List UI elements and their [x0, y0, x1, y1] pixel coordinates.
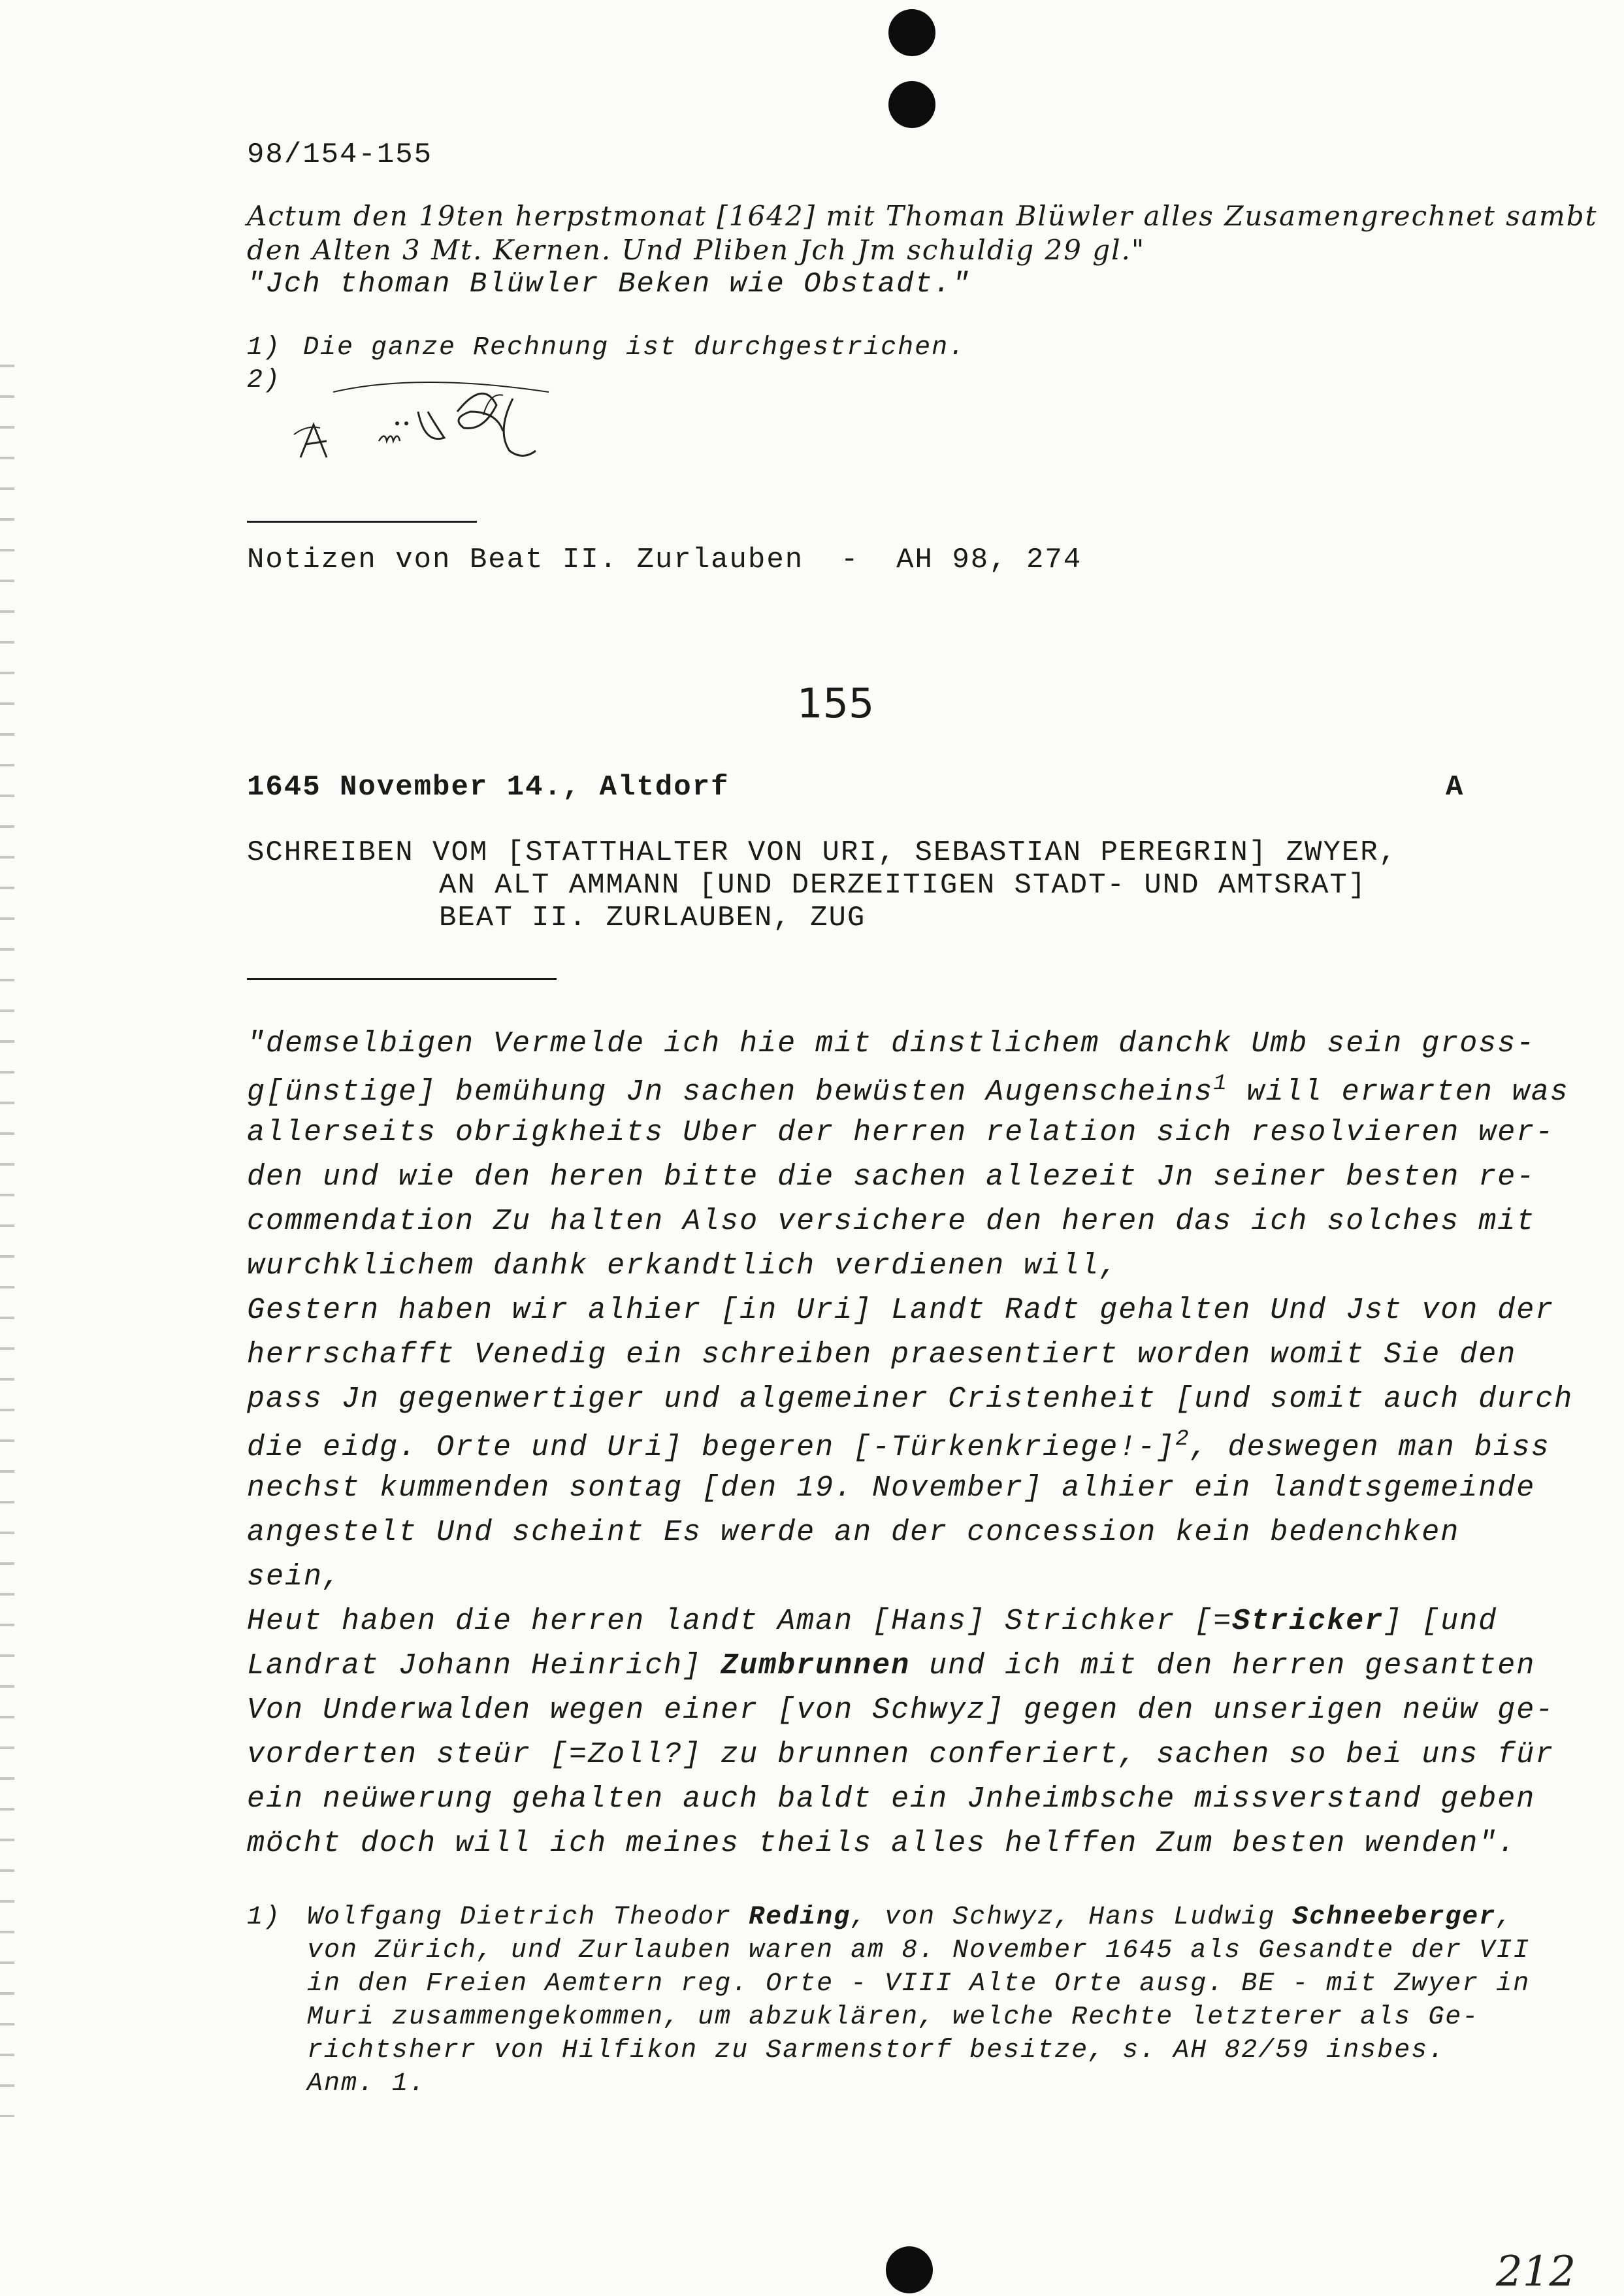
- footnote-ref-1: 1: [1213, 1072, 1228, 1096]
- divider-2: [247, 978, 557, 980]
- footnote-line-3: in den Freien Aemtern reg. Orte - VIII Alte Orte ausg. BE - mit Zwyer in: [307, 1969, 1531, 1999]
- body-line-10: [247, 1427, 1573, 1471]
- note-1-number: 1): [247, 333, 282, 363]
- footnote-line-1c: , von Schwyz, Hans Ludwig: [851, 1903, 1293, 1932]
- punch-hole-bottom: [886, 2246, 933, 2293]
- body-line-14: [247, 1605, 1573, 1649]
- note-2-number: 2): [247, 366, 282, 395]
- body-line-5: commendation Zu halten Also versichere den heren das ich solches mit: [247, 1205, 1536, 1238]
- punch-hole-top-1: [888, 9, 935, 56]
- title-line-3: BEAT II. ZURLAUBEN, ZUG: [439, 902, 866, 934]
- body-line-14a: Heut haben die herren landt Aman [Hans] Strichker [=: [247, 1605, 1233, 1638]
- body-line-19: möcht doch will ich meines theils alles helffen Zum besten wenden".: [247, 1827, 1517, 1860]
- body-line-11: nechst kummenden sontag [den 19. November] alhier ein landtsgemeinde: [247, 1471, 1536, 1505]
- name-schneeberger: Schneeberger: [1292, 1903, 1497, 1932]
- body-line-10b: , deswegen man biss: [1190, 1431, 1550, 1464]
- grade-letter: A: [1446, 771, 1465, 804]
- body-line-2b: will erwarten was: [1227, 1075, 1569, 1109]
- body-line-6: wurchklichem danhk erkandtlich verdienen will,: [247, 1249, 1119, 1283]
- footnote-number: 1): [247, 1903, 282, 1932]
- name-reding: Reding: [749, 1903, 851, 1932]
- document-number: 155: [797, 680, 875, 727]
- body-line-15c: und ich mit den herren gesantten: [910, 1649, 1536, 1682]
- footnote-line-1e: ,: [1496, 1903, 1514, 1932]
- body-line-15: [247, 1649, 1573, 1694]
- footnote-ref-2: 2: [1175, 1427, 1190, 1452]
- divider-1: [247, 521, 477, 523]
- punch-hole-top-2: [888, 81, 935, 128]
- body-line-4: den und wie den heren bitte die sachen allezeit Jn seiner besten re-: [247, 1160, 1536, 1194]
- name-zumbrunnen: Zumbrunnen: [721, 1649, 911, 1682]
- title-line-2: AN ALT AMMANN [UND DERZEITIGEN STADT- UND AMTSRAT]: [439, 869, 1367, 902]
- footnote-line-6: Anm. 1.: [307, 2069, 427, 2099]
- body-line-17: vorderten steür [=Zoll?] zu brunnen conferiert, sachen so bei uns für: [247, 1738, 1555, 1771]
- actum-line-1: Actum den 19ten herpstmonat [1642] mit Thoman Blüwler alles Zusamengrechnet sambt: [247, 200, 1598, 232]
- letter-body: [247, 1027, 1573, 1871]
- body-line-7: Gestern haben wir alhier [in Uri] Landt Radt gehalten Und Jst von der: [247, 1294, 1555, 1327]
- footnote-line-1a: Wolfgang Dietrich Theodor: [307, 1903, 749, 1932]
- source-line: Notizen von Beat II. Zurlauben - AH 98, 274: [247, 544, 1082, 576]
- body-line-12: angestelt Und scheint Es werde an der concession kein bedenchken: [247, 1516, 1460, 1549]
- page-mark: 212: [1496, 2248, 1576, 2296]
- body-line-18: ein neüwerung gehalten auch baldt ein Jnheimbsche missverstand geben: [247, 1782, 1536, 1816]
- body-line-13: sein,: [247, 1560, 342, 1594]
- footnote-line-4: Muri zusammengekommen, um abzuklären, welche Rechte letzterer als Ge-: [307, 2003, 1480, 2032]
- footnote-line-1: [307, 1903, 1530, 1936]
- quote-line: "Jch thoman Blüwler Beken wie Obstadt.": [247, 268, 971, 301]
- signature-drawing: [287, 366, 562, 470]
- body-line-9: pass Jn gegenwertiger und algemeiner Cristenheit [und somit auch durch: [247, 1383, 1574, 1416]
- note-1-text: Die ganze Rechnung ist durchgestrichen.: [303, 333, 966, 363]
- body-line-2: [247, 1072, 1573, 1116]
- body-line-8: herrschafft Venedig ein schreiben praesentiert worden womit Sie den: [247, 1338, 1517, 1371]
- title-line-1: SCHREIBEN VOM [STATTHALTER VON URI, SEBASTIAN PEREGRIN] ZWYER,: [247, 836, 1398, 869]
- scan-edge-marks: [0, 353, 14, 2117]
- body-line-3: allerseits obrigkheits Uber der herren relation sich resolvieren wer-: [247, 1116, 1555, 1149]
- body-line-16: Von Underwalden wegen einer [von Schwyz] gegen den unserigen neüw ge-: [247, 1694, 1555, 1727]
- date-place: 1645 November 14., Altdorf: [247, 771, 730, 804]
- body-line-2a: g[ünstige] bemühung Jn sachen bewüsten Augenscheins: [247, 1075, 1214, 1109]
- actum-line-2: den Alten 3 Mt. Kernen. Und Pliben Jch Jm schuldig 29 gl.": [247, 234, 1146, 266]
- body-line-15a: Landrat Johann Heinrich]: [247, 1649, 721, 1682]
- footnote-line-2: von Zürich, und Zurlauben waren am 8. November 1645 als Gesandte der VII: [307, 1936, 1531, 1965]
- signature-image: [287, 366, 562, 470]
- footnote-line-5: richtsherr von Hilfikon zu Sarmenstorf besitze, s. AH 82/59 insbes.: [307, 2036, 1446, 2065]
- body-line-14c: ] [und: [1384, 1605, 1498, 1638]
- footnote-block: [307, 1903, 1530, 2103]
- body-line-10a: die eidg. Orte und Uri] begeren [-Türkenkriege!-]: [247, 1431, 1176, 1464]
- body-line-1: "demselbigen Vermelde ich hie mit dinstlichem danchk Umb sein gross-: [247, 1027, 1536, 1060]
- reference-number: 98/154-155: [247, 139, 433, 171]
- name-stricker: Stricker: [1232, 1605, 1384, 1638]
